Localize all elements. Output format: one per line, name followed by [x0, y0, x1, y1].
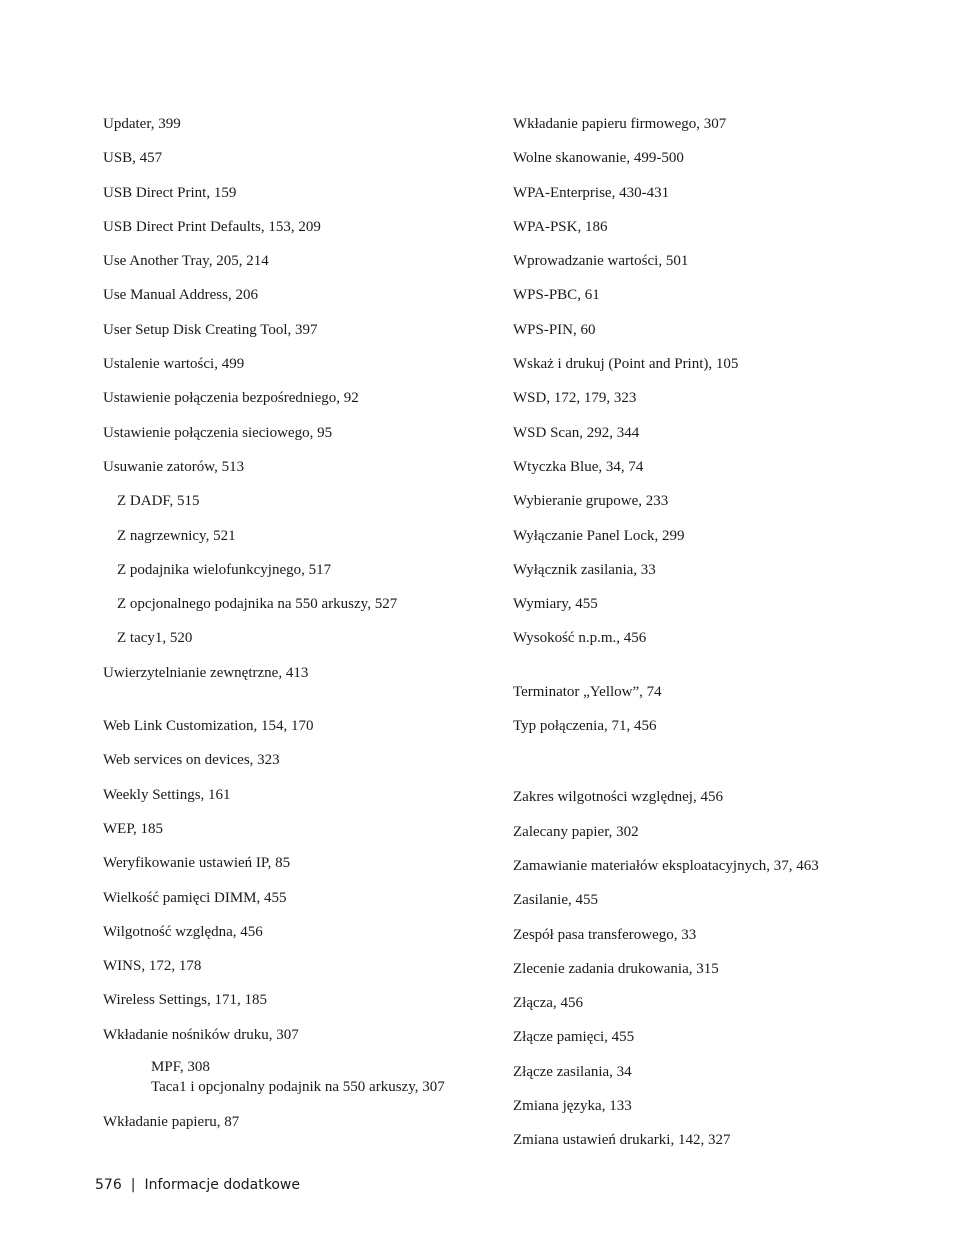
index-subentry: Z tacy1, 520	[117, 630, 193, 647]
index-entry: Updater, 399	[103, 116, 181, 132]
index-entry: Wybieranie grupowe, 233	[513, 493, 669, 510]
index-subentry: Taca1 i opcjonalny podajnik na 550 arkuszy, 307	[151, 1079, 445, 1096]
index-entry: Use Another Tray, 205, 214	[103, 253, 269, 270]
index-entry: WPA-PSK, 186	[513, 218, 608, 235]
index-group-z	[513, 788, 933, 1149]
group-spacer	[513, 751, 933, 788]
index-entry: Wielkość pamięci DIMM, 455	[103, 889, 287, 906]
index-entry: Weryfikowanie ustawień IP, 85	[103, 855, 291, 872]
group-spacer	[103, 698, 523, 717]
index-entry: Typ połączenia, 71, 456	[513, 718, 657, 735]
index-subentry: Z opcjonalnego podajnika na 550 arkuszy, 527	[117, 596, 398, 613]
index-column-left	[103, 115, 523, 1147]
index-entry: Złącza, 456	[513, 995, 583, 1012]
index-entry: User Setup Disk Creating Tool, 397	[103, 321, 318, 338]
index-entry: Wkładanie papieru firmowego, 307	[513, 116, 727, 132]
index-entry: Złącze pamięci, 455	[513, 1029, 635, 1046]
index-group-u	[103, 115, 523, 682]
index-entry: USB, 457	[103, 150, 163, 167]
index-column-right	[513, 115, 933, 1166]
index-entry: Wprowadzanie wartości, 501	[513, 253, 689, 270]
index-subentry: Z DADF, 515	[117, 493, 200, 510]
index-entry: WPA-Enterprise, 430-431	[513, 184, 670, 201]
index-entry: Zasilanie, 455	[513, 892, 598, 909]
index-subentry: Z nagrzewnicy, 521	[117, 527, 236, 544]
index-entry: Zamawianie materiałów eksploatacyjnych, 37, 463	[513, 857, 819, 874]
footer-separator: |	[130, 1177, 136, 1193]
index-entry: WSD, 172, 179, 323	[513, 390, 637, 407]
index-entry: Złącze zasilania, 34	[513, 1063, 632, 1080]
index-subentry-block	[103, 1058, 523, 1096]
page-footer	[95, 1177, 300, 1193]
index-entry: WPS-PBC, 61	[513, 287, 600, 304]
index-entry: Terminator „Yellow”, 74	[513, 683, 662, 700]
group-spacer	[513, 664, 933, 683]
index-entry: Zakres wilgotności względnej, 456	[513, 789, 723, 806]
index-entry: Web Link Customization, 154, 170	[103, 718, 314, 735]
index-subentry: Z podajnika wielofunkcyjnego, 517	[117, 561, 332, 578]
index-entry: Zmiana ustawień drukarki, 142, 327	[513, 1132, 731, 1149]
page-number: 576	[95, 1177, 122, 1193]
index-entry: WINS, 172, 178	[103, 958, 202, 975]
index-group-t	[513, 683, 933, 735]
index-entry: Web services on devices, 323	[103, 752, 280, 769]
index-entry: WSD Scan, 292, 344	[513, 424, 640, 441]
index-entry: Ustalenie wartości, 499	[103, 356, 245, 373]
index-entry: WEP, 185	[103, 820, 163, 837]
index-entry: USB Direct Print Defaults, 153, 209	[103, 218, 321, 235]
index-entry: Zmiana języka, 133	[513, 1098, 632, 1115]
index-entry: Wysokość n.p.m., 456	[513, 630, 647, 647]
index-entry: Wymiary, 455	[513, 596, 598, 613]
footer-section-title: Informacje dodatkowe	[144, 1177, 300, 1193]
index-entry: WPS-PIN, 60	[513, 321, 596, 338]
index-entry: Zlecenie zadania drukowania, 315	[513, 960, 719, 977]
index-entry: Wkładanie papieru, 87	[103, 1114, 240, 1131]
index-entry: Wtyczka Blue, 34, 74	[513, 458, 644, 475]
index-entry: Wskaż i drukuj (Point and Print), 105	[513, 356, 739, 373]
index-group-w-continued	[513, 115, 933, 647]
index-entry: Wkładanie nośników druku, 307	[103, 1026, 299, 1043]
index-entry: USB Direct Print, 159	[103, 184, 237, 201]
index-group-w	[103, 717, 523, 1131]
index-entry: Wyłącznik zasilania, 33	[513, 561, 656, 578]
index-entry: Ustawienie połączenia sieciowego, 95	[103, 424, 333, 441]
index-entry: Wilgotność względna, 456	[103, 923, 263, 940]
index-entry: Wolne skanowanie, 499-500	[513, 150, 684, 167]
index-entry: Wyłączanie Panel Lock, 299	[513, 527, 685, 544]
index-entry: Usuwanie zatorów, 513	[103, 458, 245, 475]
index-entry: Zalecany papier, 302	[513, 823, 639, 840]
index-entry: Wireless Settings, 171, 185	[103, 992, 267, 1009]
index-subentry: MPF, 308	[151, 1059, 210, 1076]
index-entry: Uwierzytelnianie zewnętrzne, 413	[103, 664, 309, 681]
index-entry: Ustawienie połączenia bezpośredniego, 92	[103, 390, 359, 407]
index-entry: Use Manual Address, 206	[103, 287, 258, 304]
index-entry: Zespół pasa transferowego, 33	[513, 926, 697, 943]
index-entry: Weekly Settings, 161	[103, 786, 231, 803]
